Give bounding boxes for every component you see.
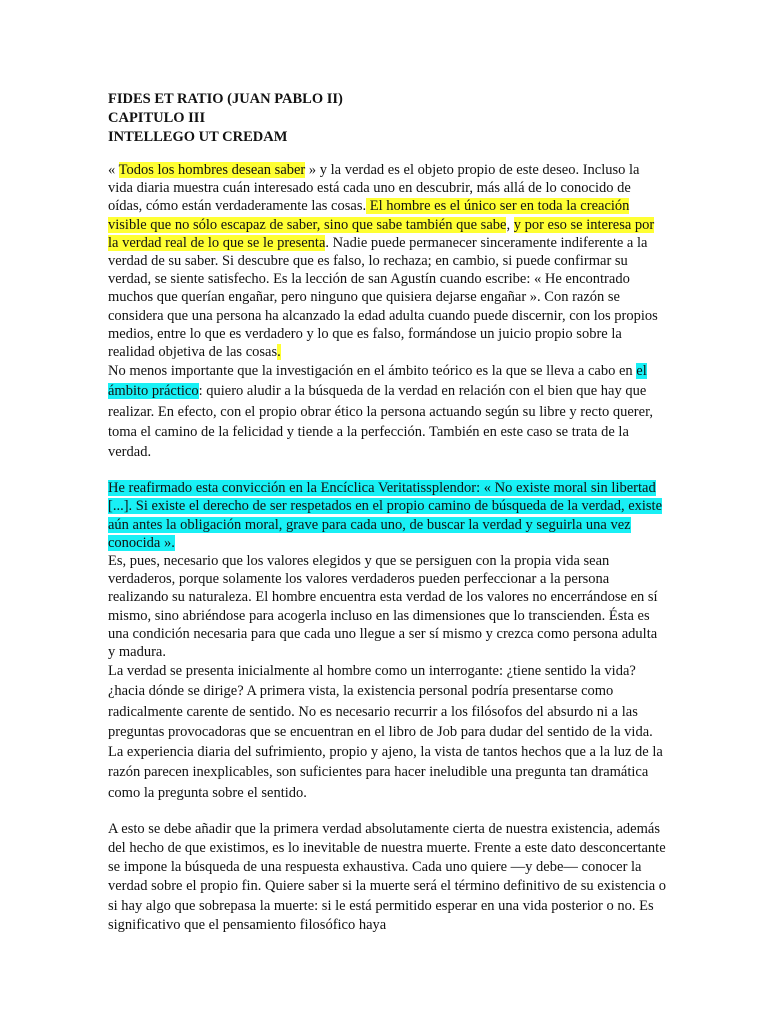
- chapter-title: INTELLEGO UT CREDAM: [108, 129, 288, 145]
- document-body: [108, 161, 668, 935]
- text-run: : quiero aludir a la búsqueda de la verdad en relación con el bien que hay que realizar. En efecto, con el propio obrar ético la persona actuando según su libre y recto querer, toma el camino de la felicidad y tiende a la perfección. También en este caso se trata de la verdad.: [108, 383, 653, 461]
- paragraph: [108, 479, 668, 552]
- highlighted-text-cyan: el ámbito práctico: [108, 363, 647, 400]
- highlighted-text-yellow: .: [277, 344, 281, 361]
- text-run: . Nadie puede permanecer sinceramente indiferente a la verdad de su saber. Si descubre que es falso, lo rechaza; en cambio, si puede confirmar su verdad, se siente satisfecho. Es la lección de san Agustín cuando escribe: « He encontrado muchos que querían engañar, pero ninguno que quisiera dejarse engañar ». Con razón se considera que una persona ha alcanzado la edad adulta cuando puede discernir, con los propios medios, entre lo que es verdadero y lo que es falso, formándose un juicio propio sobre la realidad objetiva de las cosas: [108, 234, 658, 361]
- document-heading: [108, 90, 668, 147]
- highlighted-text-yellow: y por eso se interesa por la verdad real de lo que se le presenta: [108, 216, 655, 251]
- text-run: A esto se debe añadir que la primera verdad absolutamente cierta de nuestra existencia, además del hecho de que existimos, es lo inevitable de nuestra muerte. Frente a este dato desconcertante se impone la búsqueda de una respuesta exhaustiva. Cada uno quiere —y debe— conocer la verdad sobre el propio fin. Quiere saber si la muerte será el término definitivo de su existencia o si hay algo que sobrepasa la muerte: si le está permitido esperar en una vida posterior o no. Es significativo que el pensamiento filosófico haya: [108, 820, 667, 933]
- paragraph: [108, 820, 668, 935]
- highlighted-text-yellow: Todos los hombres desean saber: [118, 162, 306, 178]
- highlighted-text-yellow: El hombre es el único ser en toda la creación visible que no sólo escapaz de saber, sino que sabe también que sabe: [108, 198, 630, 233]
- chapter-number: CAPITULO III: [108, 110, 206, 126]
- paragraph: [108, 552, 668, 661]
- text-run: Es, pues, necesario que los valores elegidos y que se persiguen con la propia vida sean verdaderos, porque solamente los valores verdaderos pueden perfeccionar a la persona realizando su naturaleza. El hombre encuentra esta verdad de los valores no encerrándose en sí mismo, sino abriéndose para acogerla incluso en las dimensiones que lo transcienden. Ésta es una condición necesaria para que cada uno llegue a ser sí mismo y crezca como persona adulta y madura.: [108, 553, 658, 661]
- text-run: La verdad se presenta inicialmente al hombre como un interrogante: ¿tiene sentido la vida? ¿hacia dónde se dirige? A primera vista, la existencia personal podría presentarse como radicalmente carente de sentido. No es necesario recurrir a los filósofos del absurdo ni a las preguntas provocadoras que se encuentran en el libro de Job para dudar del sentido de la vida. La experiencia diaria del sufrimiento, propio y ajeno, la vista de tantos hechos que a la luz de la razón parecen inexplicables, son suficientes para hacer ineludible una pregunta tan dramática como la pregunta sobre el sentido.: [108, 663, 663, 801]
- text-run: No menos importante que la investigación en el ámbito teórico es la que se lleva a cabo en: [108, 363, 637, 380]
- paragraph: [108, 161, 668, 361]
- text-run: ,: [506, 216, 514, 233]
- text-run: » y la verdad es el objeto propio de este deseo. Incluso la vida diaria muestra cuán interesado está cada uno en descubrir, más allá de lo conocido de oídas, cómo están verdaderamente las cosas.: [108, 162, 640, 215]
- document-page: [108, 90, 668, 935]
- paragraph: [108, 361, 668, 462]
- paragraph-spacer: [108, 462, 668, 479]
- highlighted-text-cyan: He reafirmado esta convicción en la Encíclica Veritatissplendor: « No existe moral sin libertad [...]. Si existe el derecho de ser respetados en el propio camino de búsqueda de la verdad, existe aún antes la obligación moral, grave para cada uno, de buscar la verdad y seguirla una vez conocida ».: [108, 480, 663, 551]
- text-run: «: [108, 162, 119, 178]
- paragraph: [108, 661, 668, 802]
- paragraph-spacer: [108, 803, 668, 820]
- document-title: FIDES ET RATIO (JUAN PABLO II): [108, 91, 343, 107]
